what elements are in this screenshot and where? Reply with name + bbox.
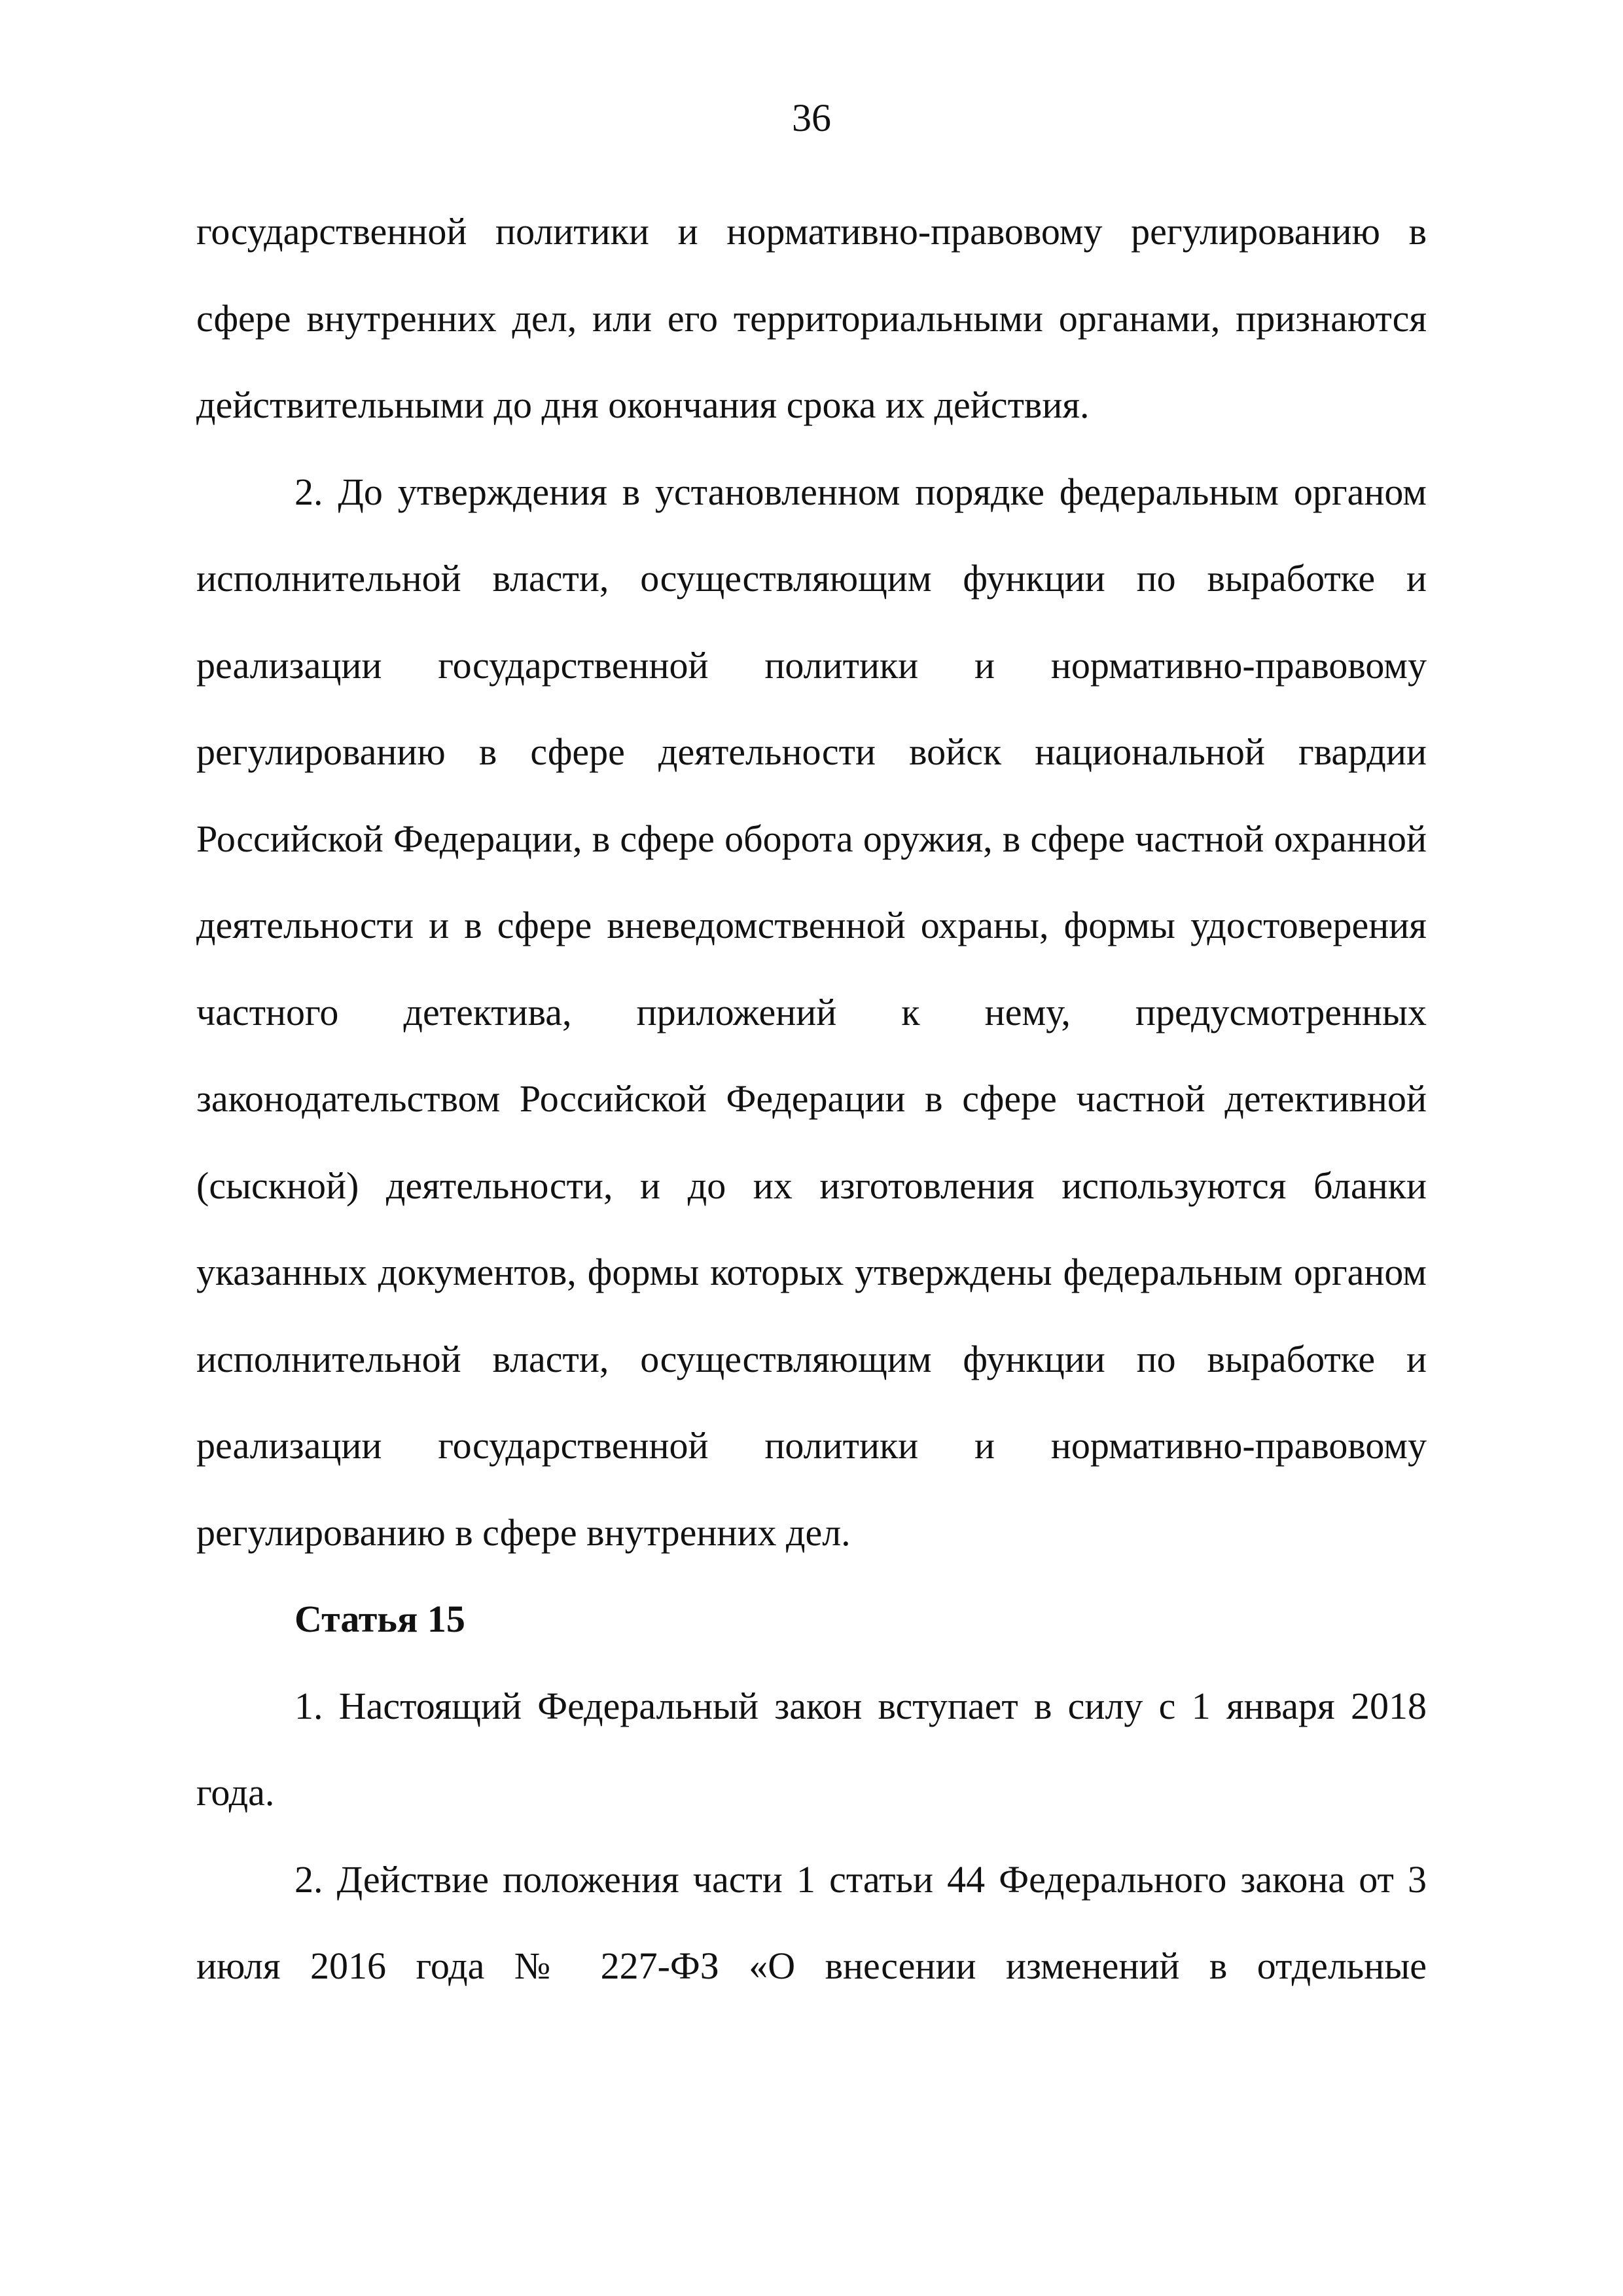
article-heading: Статья 15	[294, 1598, 465, 1640]
page-number: 36	[792, 96, 831, 139]
paragraph-continuation: государственной политики и нормативно-правовому регулированию в сфере внутренних дел, или его территориальными органами, признаются действительными до дня окончания срока их действия.	[196, 210, 1427, 426]
paragraph-item-2: 2. До утверждения в установленном порядке федеральным органом исполнительной власти, осуществляющим функции по выработке и реализации государственной политики и нормативно-правовому регулированию в сфере деятельности войск национальной гвардии Российской Федерации, в сфере оборота оружия, в сфере частной охранной деятельности и в сфере вневедомственной охраны, формы удостоверения частного детектива, приложений к нему, предусмотренных законодательством Российской Федерации в сфере частной детективной (сыскной) деятельности, и до их изготовления используются бланки указанных документов, формы которых утверждены федеральным органом исполнительной власти, осуществляющим функции по выработке и реализации государственной политики и нормативно-правовому регулированию в сфере внутренних дел.	[196, 470, 1427, 1554]
article-paragraph-1: 1. Настоящий Федеральный закон вступает в силу с 1 января 2018 года.	[196, 1684, 1427, 1814]
document-body	[196, 188, 1427, 2010]
article-paragraph-2: 2. Действие положения части 1 статьи 44 Федерального закона от 3 июля 2016 года № 227-ФЗ «О внесении изменений в отдельные	[196, 1857, 1427, 1987]
